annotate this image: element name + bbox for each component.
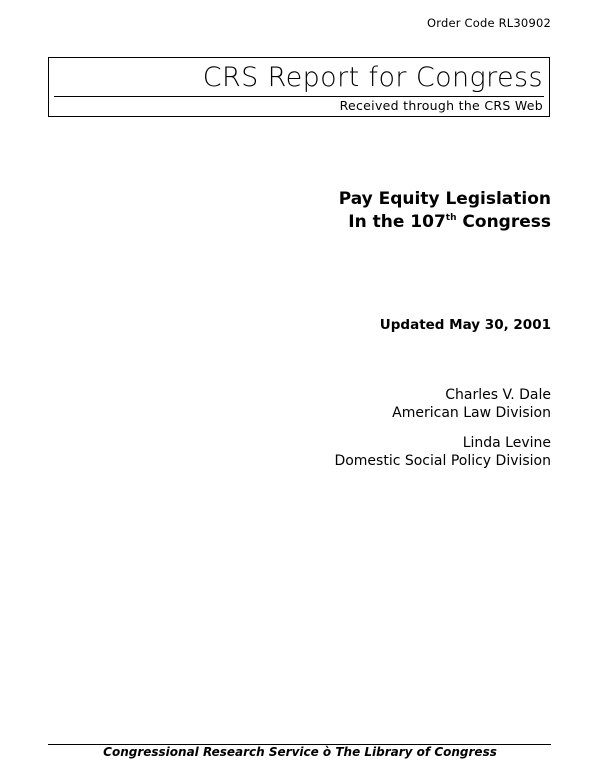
header-subtitle: Received through the CRS Web [339,98,543,113]
report-title-line1: Pay Equity Legislation [338,189,551,209]
author-division: American Law Division [392,405,551,421]
title-suffix: Congress [456,212,551,232]
updated-date: Updated May 30, 2001 [379,317,551,333]
author-name: Linda Levine [462,435,551,451]
title-prefix: In the 107 [348,212,446,232]
author [334,386,551,422]
report-title-line2 [339,211,551,234]
author-division: Domestic Social Policy Division [334,453,551,469]
author [334,434,551,470]
footer-text: Congressional Research Service ò The Library of Congress [103,745,497,759]
report-title [339,188,551,234]
header-title: CRS Report for Congress [202,62,543,93]
report-header-box [48,57,550,117]
author-name: Charles V. Dale [445,387,551,403]
header-divider [54,96,544,97]
order-code: Order Code RL30902 [426,16,551,30]
authors-block [334,386,551,482]
title-ordinal: th [445,213,457,223]
